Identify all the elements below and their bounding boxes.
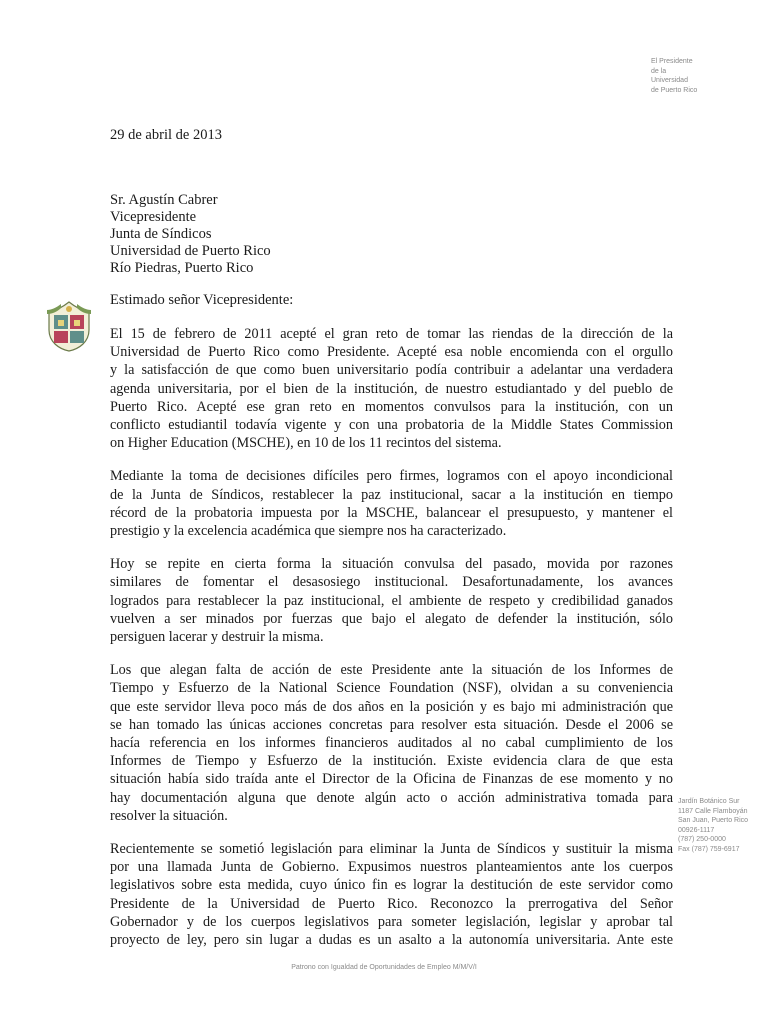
side-address-line: San Juan, Puerto Rico xyxy=(678,817,749,824)
body-line: Tiempo y Esfuerzo de la National Science Foundation (NSF), olvidan a su conveniencia xyxy=(110,680,673,697)
body-line: Hoy se repite en cierta forma la situación convulsa del pasado, movida por razones xyxy=(110,556,673,573)
side-address-line: (787) 250-0000 xyxy=(678,836,726,843)
body-line: y la satisfacción de que como buen universitario podía contribuir a adelantar una verdadera xyxy=(110,362,673,379)
letter-date: 29 de abril de 2013 xyxy=(110,127,222,143)
body-line: Los que alegan falta de acción de este Presidente ante la situación de los Informes de xyxy=(110,662,673,679)
body-line: persiguen lacerar y destruir la misma. xyxy=(110,629,324,646)
body-line: Gobernador y de los cuerpos legislativos para someter legislación, legislar y aprobar tal xyxy=(110,913,673,930)
side-address-line: 00926-1117 xyxy=(678,826,715,834)
body-paragraph xyxy=(110,467,673,540)
body-paragraph xyxy=(110,555,673,646)
body-line: El 15 de febrero de 2011 acepté el gran reto de tomar las riendas de la dirección de la xyxy=(110,326,673,342)
body-paragraph xyxy=(110,840,673,949)
body-paragraph xyxy=(110,325,673,452)
recipient-address xyxy=(110,192,271,277)
letterhead-line: El Presidente xyxy=(651,58,693,65)
body-line: legislativos sobre esta medida, cuyo único fin es lograr la destitución de este servidor como xyxy=(110,877,673,894)
recipient-line: Sr. Agustín Cabrer xyxy=(110,192,218,208)
body-line: on Higher Education (MSCHE), en 10 de los 11 recintos del sistema. xyxy=(110,435,502,452)
recipient-line: Junta de Síndicos xyxy=(110,226,212,242)
body-line: de la Junta de Síndicos, restablecer la paz institucional, sacar a la institución en tiempo xyxy=(110,486,673,503)
letterhead-line: Universidad xyxy=(651,77,688,84)
letter-body xyxy=(110,325,673,964)
salutation: Estimado señor Vicepresidente: xyxy=(110,292,294,308)
body-line: Recientemente se sometió legislación para eliminar la Junta de Síndicos y sustituir la misma xyxy=(110,841,673,858)
recipient-line: Vicepresidente xyxy=(110,209,197,225)
letterhead xyxy=(651,57,761,95)
side-address-line: Fax (787) 759-6917 xyxy=(678,845,740,853)
body-line: hay documentación alguna que denote algún acto o acción administrativa tomada para xyxy=(110,789,673,806)
side-address-line: 1187 Calle Flamboyán xyxy=(678,807,748,815)
body-line: situación había sido traída ante el Director de la Oficina de Finanzas de ese momento y no xyxy=(110,771,673,788)
letterhead-line: de Puerto Rico xyxy=(651,86,698,94)
body-line: resolver la situación. xyxy=(110,807,228,824)
body-line: hacía referencia en los informes financieros auditados al no cabal cumplimiento de los xyxy=(110,735,673,752)
body-line: vuelven a ser minados por fuerzas que bajo el alegato de defender la institución, sólo xyxy=(110,610,673,627)
side-address-line: Jardín Botánico Sur xyxy=(678,798,740,805)
body-line: Puerto Rico. Acepté ese gran reto en momentos convulsos para la institución, con un xyxy=(110,398,673,415)
recipient-line: Universidad de Puerto Rico xyxy=(110,243,271,259)
body-line: que este servidor lleva poco más de dos años en la posición y es bajo mi administración que xyxy=(110,698,673,715)
body-line: agenda universitaria, por el bien de la institución, de nuestro estudiantado y del pueblo de xyxy=(110,380,673,397)
body-paragraph xyxy=(110,661,673,825)
body-line: se han tomado las únicas acciones concretas para resolver esta situación. Desde el 2006 se xyxy=(110,716,673,733)
body-line: Mediante la toma de decisiones difíciles pero firmes, logramos con el apoyo incondicional xyxy=(110,468,673,485)
body-line: récord de la probatoria impuesta por la MSCHE, balancear el presupuesto, y mantener el xyxy=(110,504,673,521)
body-line: Presidente de la Universidad de Puerto Rico. Reconozco la prerrogativa del Señor xyxy=(110,895,673,912)
body-line: proyecto de ley, pero sin lugar a dudas es un asalto a la autonomía universitaria. Ante este xyxy=(110,932,673,949)
body-line: similares de fomentar el desasosiego institucional. Desafortunadamente, los avances xyxy=(110,574,673,591)
body-line: Informes de Tiempo y Esfuerzo de la institución. Existe evidencia clara de que esta xyxy=(110,753,673,770)
letterhead-line: de la xyxy=(651,67,667,75)
body-line: logrados para restablecer la paz institucional, el ambiente de respeto y credibilidad ganados xyxy=(110,592,673,609)
body-line: Universidad de Puerto Rico como Presidente. Acepté esa noble encomienda con el orgullo xyxy=(110,344,673,361)
recipient-line: Río Piedras, Puerto Rico xyxy=(110,260,254,276)
university-seal-icon xyxy=(46,300,92,352)
side-address xyxy=(678,797,762,854)
body-line: conflicto estudiantil todavía vigente y con una probatoria de la Middle States Commission xyxy=(110,417,673,434)
footer-eeo-statement: Patrono con Igualdad de Oportunidades de Empleo M/M/V/I xyxy=(291,964,477,971)
body-line: prestigio y la excelencia académica que siempre nos ha caracterizado. xyxy=(110,523,507,540)
body-line: por una llamada Junta de Gobierno. Expusimos nuestros planteamientos ante los cuerpos xyxy=(110,859,673,876)
